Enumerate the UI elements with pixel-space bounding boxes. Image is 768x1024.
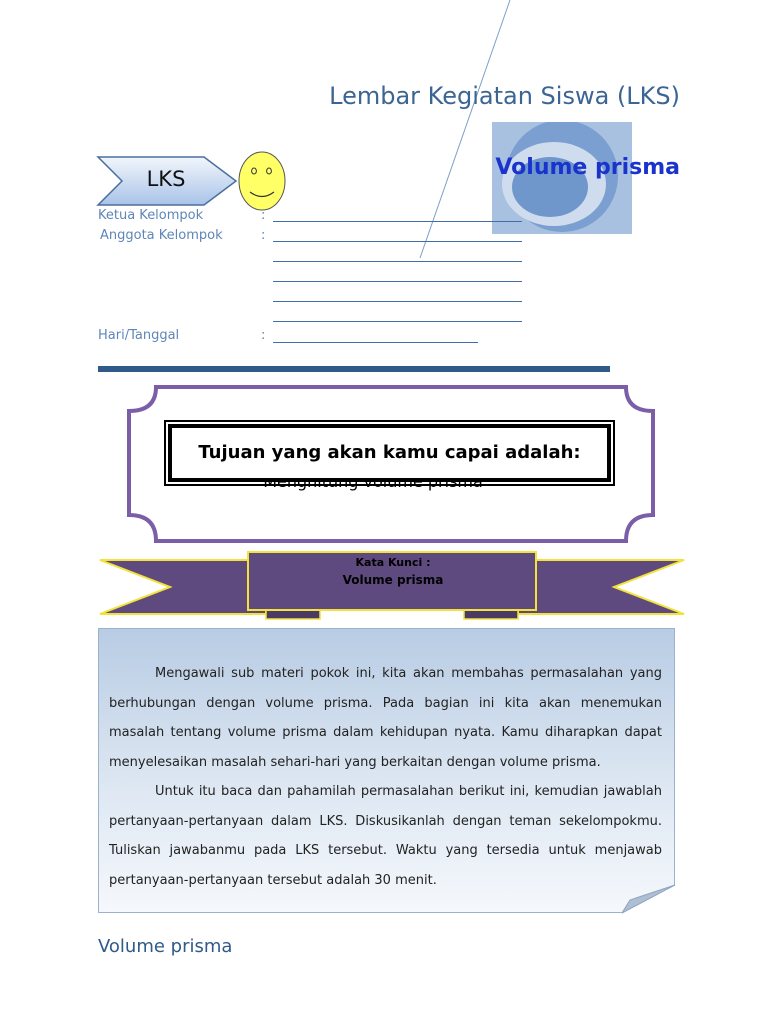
members-answer-line-2[interactable] [273,261,522,262]
members-colon: : [261,228,266,243]
intro-paragraph-2: Untuk itu baca dan pahamilah permasalahan berikut ini, kemudian jawablah pertanyaan-pertanyaan dalam LKS. Diskusikanlah dengan teman sekelompokmu. Tuliskan jawabanmu pada LKS tersebut. Waktu yang tersedia untuk menjawab pertanyaan-pertanyaan tersebut adalah 30 menit. [109,784,662,888]
lks-badge-label: LKS [146,167,186,191]
members-answer-line-1[interactable] [273,241,522,242]
keyword-value: Volume prisma [342,573,444,587]
date-answer-line[interactable] [273,342,478,343]
keyword-label: Kata Kunci : [355,556,431,569]
members-answer-line-4[interactable] [273,301,522,302]
section-heading: Volume prisma [98,936,233,957]
date-colon: : [261,328,266,343]
members-answer-line-3[interactable] [273,281,522,282]
topic-title: Volume prisma [495,155,680,180]
intro-note-box [98,628,675,913]
page-title: Lembar Kegiatan Siswa (LKS) [329,82,680,110]
section-divider [98,366,610,372]
intro-paragraph-1: Mengawali sub materi pokok ini, kita akan membahas permasalahan yang berhubungan dengan volume prisma. Pada bagian ini kita akan menemukan masalah tentang volume prisma dalam kehidupan nyata. Kamu diharapkan dapat menyelesaikan masalah sehari-hari yang berkaitan dengan volume prisma. [109,666,662,770]
members-answer-line-5[interactable] [273,321,522,322]
leader-colon: : [261,208,266,223]
members-label: Anggota Kelompok [100,228,223,243]
leader-answer-line[interactable] [273,221,522,222]
page-curl-corner [622,884,676,914]
date-label: Hari/Tanggal [98,328,180,343]
leader-label: Ketua Kelompok [98,208,204,223]
goal-title: Tujuan yang akan kamu capai adalah: [168,424,611,482]
smiley-face-icon [236,150,288,212]
